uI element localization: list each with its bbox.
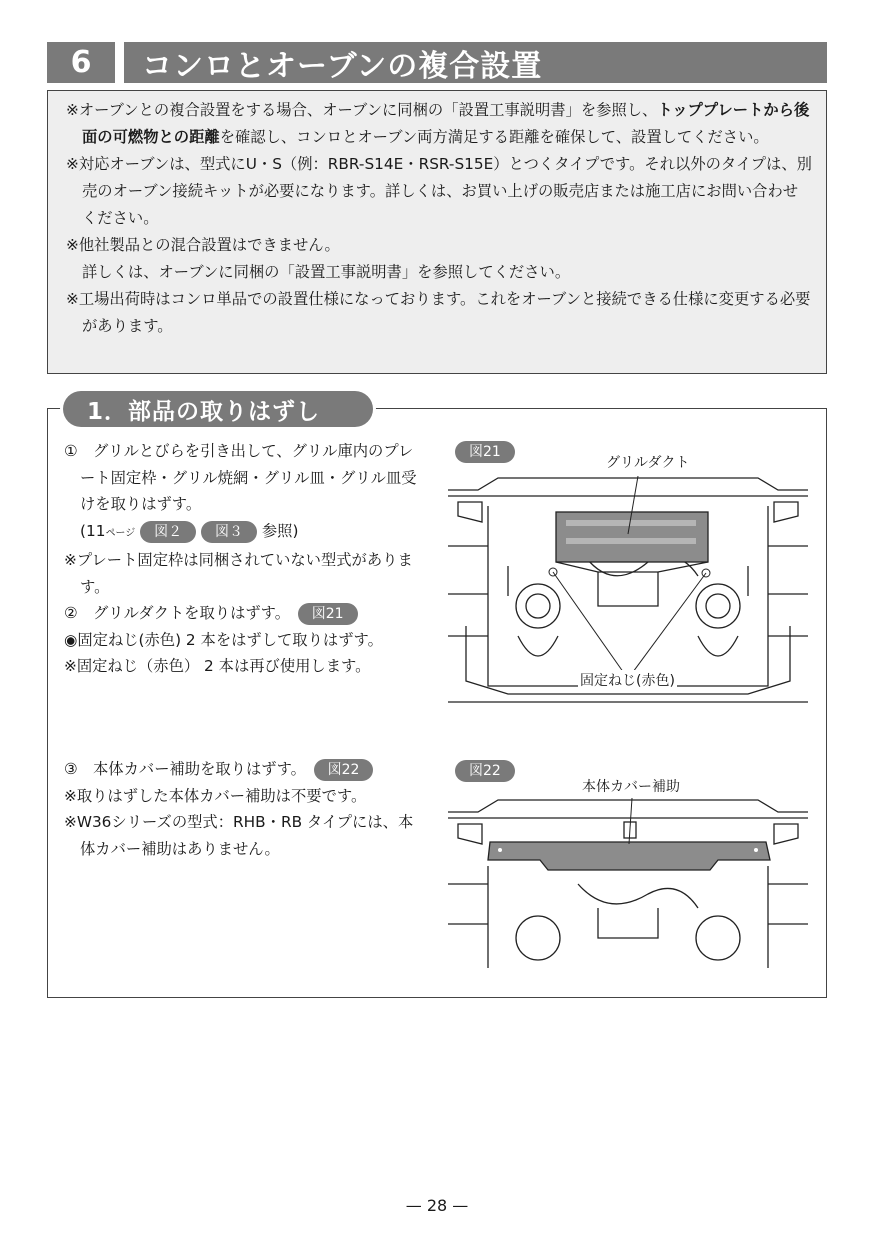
fig22-tag: 図22 bbox=[455, 760, 515, 782]
page-title: コンロとオーブンの複合設置 bbox=[124, 42, 827, 83]
step-2-note: ※固定ねじ（赤色） 2 本は再び使用します。 bbox=[64, 657, 371, 675]
step-1: ① グリルとびらを引き出して、グリル庫内のプレート固定枠・グリル焼網・グリル皿・グリル皿受けを取りはずす。 bbox=[64, 442, 417, 513]
step-2-bullet: ◉固定ねじ(赤色) 2 本をはずして取りはずす。 bbox=[64, 630, 383, 649]
fig3-ref-badge: 図３ bbox=[201, 521, 257, 543]
fig21-ref-badge: 図21 bbox=[298, 603, 358, 625]
fig21-tag: 図21 bbox=[455, 441, 515, 463]
section-title: 1．部品の取りはずし bbox=[63, 391, 373, 427]
step-3-block bbox=[64, 756, 424, 862]
note-1: ※オーブンとの複合設置をする場合、オーブンに同梱の「設置工事説明書」を参照し、トッププレートから後面の可燃物との距離を確認し、コンロとオーブン両方満足する距離を確保して、設置してください。 bbox=[66, 101, 810, 146]
note-4: ※工場出荷時はコンロ単品での設置仕様になっております。これをオーブンと接続できる仕様に変更する必要があります。 bbox=[66, 290, 811, 335]
note-2: ※対応オーブンは、型式にU・S（例：RBR-S14E・RSR-S15E）とつくタイプです。それ以外のタイプは、別売のオーブン接続キットが必要になります。詳しくは、お買い上げの販売店または施工店にお問い合わせください。 bbox=[66, 155, 812, 227]
step-3: ③ 本体カバー補助を取りはずす。 図22 bbox=[64, 756, 424, 783]
page-number: — 28 — bbox=[405, 1196, 469, 1215]
note-3-detail: 詳しくは、オーブンに同梱の「設置工事説明書」を参照してください。 bbox=[82, 263, 571, 281]
notes-box bbox=[47, 90, 827, 374]
fig21-label-duct: グリルダクト bbox=[606, 455, 690, 471]
step-1-note: ※プレート固定枠は同梱されていない型式があります。 bbox=[64, 551, 413, 596]
fig21-label-screws: 固定ねじ(赤色) bbox=[578, 670, 677, 690]
step-2: ② グリルダクトを取りはずす。 図21 bbox=[64, 600, 424, 627]
step-3-note-1: ※取りはずした本体カバー補助は不要です。 bbox=[64, 786, 367, 805]
fig22-label-cover: 本体カバー補助 bbox=[582, 779, 680, 795]
step-1-ref: (11ページ 図２ 図３ 参照) bbox=[64, 518, 424, 548]
note-3: ※他社製品との混合設置はできません。 bbox=[66, 236, 340, 254]
section-number: 6 bbox=[47, 42, 115, 83]
fig22-ref-badge: 図22 bbox=[314, 759, 374, 781]
fig2-ref-badge: 図２ bbox=[140, 521, 196, 543]
steps-1-2 bbox=[64, 438, 424, 680]
fig22-illustration bbox=[448, 798, 808, 968]
step-3-note-2: ※W36シリーズの型式：RHB・RB タイプには、本体カバー補助はありません。 bbox=[64, 813, 414, 858]
